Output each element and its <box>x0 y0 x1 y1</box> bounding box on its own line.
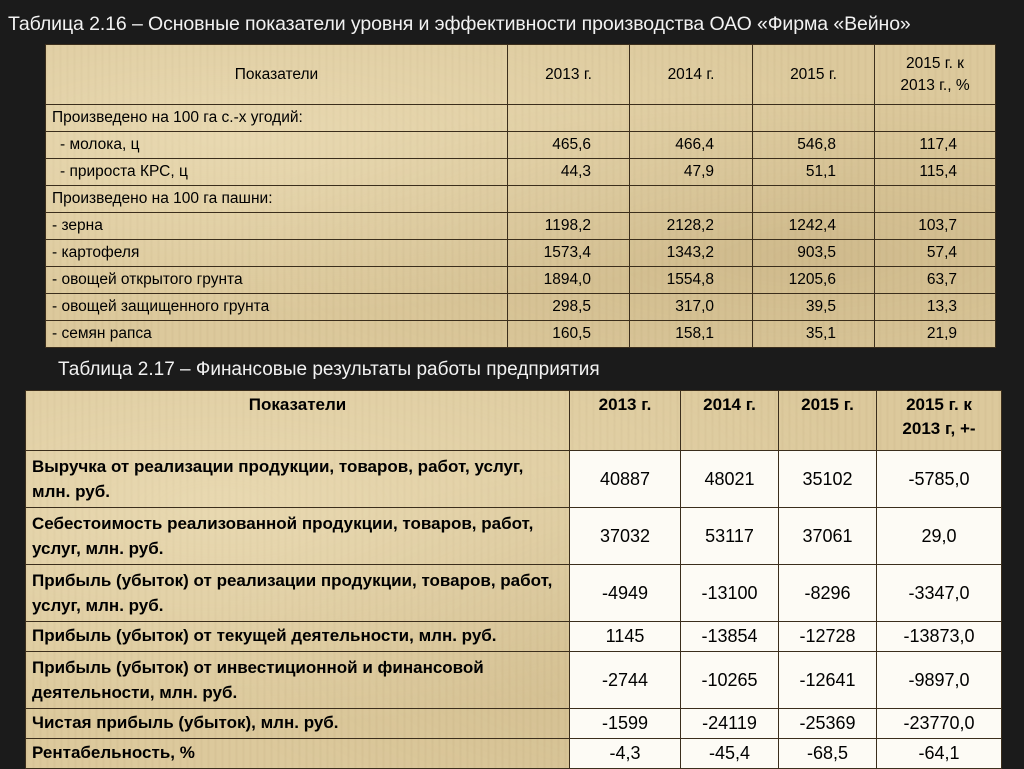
row-label: - овощей защищенного грунта <box>46 294 508 321</box>
cell-change: 29,0 <box>877 508 1002 565</box>
cell-change: 103,7 <box>875 213 996 240</box>
cell-2014: -45,4 <box>681 739 779 769</box>
row-label: Прибыль (убыток) от инвестиционной и финансовой деятельности, млн. руб. <box>26 652 570 709</box>
table-row <box>26 451 1002 508</box>
row-label: Рентабельность, % <box>26 739 570 769</box>
cell-change: -3347,0 <box>877 565 1002 622</box>
cell-2015 <box>753 105 875 132</box>
table-row <box>46 267 996 294</box>
row-label: Выручка от реализации продукции, товаров, работ, услуг, млн. руб. <box>26 451 570 508</box>
cell-change: -13873,0 <box>877 622 1002 652</box>
production-indicators-table <box>45 44 996 348</box>
cell-2014: 466,4 <box>630 132 753 159</box>
cell-change: -64,1 <box>877 739 1002 769</box>
cell-2015: -25369 <box>779 709 877 739</box>
table-row <box>46 186 996 213</box>
row-label: Произведено на 100 га с.-х угодий: <box>46 105 508 132</box>
header-2013: 2013 г. <box>570 391 681 451</box>
cell-2015: 546,8 <box>753 132 875 159</box>
cell-2014: 48021 <box>681 451 779 508</box>
row-label: - прироста КРС, ц <box>46 159 508 186</box>
cell-2013: 1198,2 <box>508 213 630 240</box>
row-label: - овощей открытого грунта <box>46 267 508 294</box>
table-row <box>26 565 1002 622</box>
header-2015-vs-line2: 2013 г., % <box>900 76 970 94</box>
cell-change: -9897,0 <box>877 652 1002 709</box>
table-row <box>46 159 996 186</box>
cell-2013: 37032 <box>570 508 681 565</box>
cell-2013: 1573,4 <box>508 240 630 267</box>
table-row <box>46 294 996 321</box>
cell-2015: -8296 <box>779 565 877 622</box>
cell-change: 63,7 <box>875 267 996 294</box>
cell-2015: 35102 <box>779 451 877 508</box>
table-row <box>46 321 996 348</box>
cell-2015: 37061 <box>779 508 877 565</box>
cell-change: 21,9 <box>875 321 996 348</box>
cell-2013: -4,3 <box>570 739 681 769</box>
table-row <box>46 213 996 240</box>
cell-change <box>875 105 996 132</box>
cell-2014: -13100 <box>681 565 779 622</box>
cell-2014: 1343,2 <box>630 240 753 267</box>
cell-2015: 35,1 <box>753 321 875 348</box>
cell-2013: 160,5 <box>508 321 630 348</box>
cell-change: -5785,0 <box>877 451 1002 508</box>
header-indicators: Показатели <box>26 391 570 451</box>
row-label: Чистая прибыль (убыток), млн. руб. <box>26 709 570 739</box>
cell-change: 57,4 <box>875 240 996 267</box>
cell-2013: -4949 <box>570 565 681 622</box>
cell-2013: 298,5 <box>508 294 630 321</box>
table-row <box>26 622 1002 652</box>
row-label: - молока, ц <box>46 132 508 159</box>
header-2015-vs-2013 <box>877 391 1002 451</box>
cell-2013: 1894,0 <box>508 267 630 294</box>
header-indicators: Показатели <box>46 45 508 105</box>
cell-2014: 47,9 <box>630 159 753 186</box>
table-row <box>46 105 996 132</box>
cell-2015: -12728 <box>779 622 877 652</box>
slide-title: Таблица 2.16 – Основные показатели уровня и эффективности производства ОАО «Фирма «Вейно» <box>8 13 911 35</box>
cell-2014: 1554,8 <box>630 267 753 294</box>
table2-caption: Таблица 2.17 – Финансовые результаты работы предприятия <box>58 359 600 380</box>
table-row <box>26 508 1002 565</box>
header-2015-vs-line1: 2015 г. к <box>906 54 964 72</box>
cell-change: 13,3 <box>875 294 996 321</box>
cell-2014 <box>630 105 753 132</box>
row-label: Прибыль (убыток) от реализации продукции, товаров, работ, услуг, млн. руб. <box>26 565 570 622</box>
cell-2015 <box>753 186 875 213</box>
cell-change <box>875 186 996 213</box>
cell-2015: 51,1 <box>753 159 875 186</box>
cell-2013: 40887 <box>570 451 681 508</box>
header-2015: 2015 г. <box>753 45 875 105</box>
row-label: - картофеля <box>46 240 508 267</box>
cell-2014: -24119 <box>681 709 779 739</box>
cell-change: 115,4 <box>875 159 996 186</box>
row-label: Произведено на 100 га пашни: <box>46 186 508 213</box>
cell-2015: -12641 <box>779 652 877 709</box>
cell-2013: -1599 <box>570 709 681 739</box>
table-row <box>46 132 996 159</box>
table-header-row <box>26 391 1002 451</box>
table-row <box>26 652 1002 709</box>
table-row <box>26 739 1002 769</box>
cell-2013 <box>508 186 630 213</box>
cell-2014: -13854 <box>681 622 779 652</box>
row-label: Прибыль (убыток) от текущей деятельности, млн. руб. <box>26 622 570 652</box>
header-2015-vs-2013 <box>875 45 996 105</box>
header-2015-vs-line2: 2013 г, +- <box>902 419 976 438</box>
table-row <box>26 709 1002 739</box>
cell-2013: 44,3 <box>508 159 630 186</box>
cell-change: 117,4 <box>875 132 996 159</box>
cell-2014: 2128,2 <box>630 213 753 240</box>
cell-2013: -2744 <box>570 652 681 709</box>
row-label: - семян рапса <box>46 321 508 348</box>
cell-change: -23770,0 <box>877 709 1002 739</box>
row-label: Себестоимость реализованной продукции, товаров, работ, услуг, млн. руб. <box>26 508 570 565</box>
header-2015: 2015 г. <box>779 391 877 451</box>
cell-2013: 1145 <box>570 622 681 652</box>
financial-results-table <box>25 390 1002 769</box>
header-2015-vs-line1: 2015 г. к <box>906 395 972 414</box>
cell-2014: 158,1 <box>630 321 753 348</box>
cell-2015: 1242,4 <box>753 213 875 240</box>
cell-2015: -68,5 <box>779 739 877 769</box>
header-2014: 2014 г. <box>681 391 779 451</box>
cell-2013: 465,6 <box>508 132 630 159</box>
cell-2014: 53117 <box>681 508 779 565</box>
table-header-row <box>46 45 996 105</box>
cell-2014: -10265 <box>681 652 779 709</box>
header-2013: 2013 г. <box>508 45 630 105</box>
cell-2014: 317,0 <box>630 294 753 321</box>
cell-2015: 39,5 <box>753 294 875 321</box>
table-row <box>46 240 996 267</box>
cell-2013 <box>508 105 630 132</box>
row-label: - зерна <box>46 213 508 240</box>
header-2014: 2014 г. <box>630 45 753 105</box>
cell-2015: 1205,6 <box>753 267 875 294</box>
cell-2014 <box>630 186 753 213</box>
cell-2015: 903,5 <box>753 240 875 267</box>
